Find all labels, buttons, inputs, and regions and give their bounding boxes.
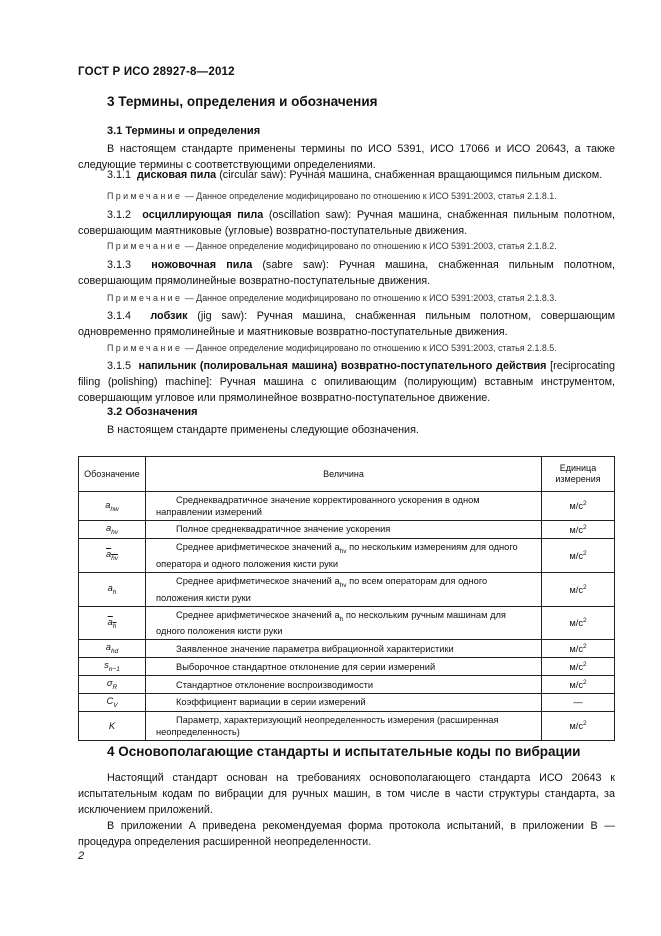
unit-text: м/с xyxy=(569,662,583,673)
unit-text: м/с xyxy=(569,524,583,535)
symbol-subscript: V xyxy=(113,701,118,709)
symbol-text: s xyxy=(104,660,109,671)
section-4-paragraph-1: Настоящий стандарт основан на требованиях основополагающего стандарта ИСО 20643 к испытательным кодам по вибрации для ручных машин, в том числе в части структуры стандарта, за исключением приложений. xyxy=(78,772,615,816)
quantity-cell xyxy=(146,640,542,658)
subsection-3-1-title: 3.1 Термины и определения xyxy=(107,125,261,137)
unit-cell xyxy=(542,694,615,712)
table-row xyxy=(79,640,615,658)
symbol-text: a xyxy=(107,582,113,593)
unit-text: м/с xyxy=(569,618,583,629)
symbol-subscript: hv xyxy=(111,528,119,536)
unit-exponent: 2 xyxy=(583,549,587,557)
note-3-1-1: Примечание — Данное определение модифицировано по отношению к ИСО 5391:2003, статья 2.1.8.1. xyxy=(107,191,557,201)
quantity-text: Параметр, характеризующий неопределенность измерения (расширенная неопределенность) xyxy=(156,714,499,737)
table-row xyxy=(79,676,615,694)
unit-cell xyxy=(542,676,615,694)
quantity-cell xyxy=(146,606,542,640)
quantity-cell xyxy=(146,572,542,606)
symbol-cell xyxy=(79,676,146,694)
term-3-1-5: 3.1.5 напильник (полировальная машина) возвратно-поступательного действия [reciprocating filing (polishing) machine]: Ручная машина с опиливающим (полирующим) вставным инструментом, совершающим угловое или прямолинейное возвратно-поступательное движение. xyxy=(78,360,615,404)
unit-text: м/с xyxy=(569,680,583,691)
symbol-cell xyxy=(79,572,146,606)
document-header: ГОСТ Р ИСО 28927-8—2012 xyxy=(78,66,235,78)
symbol-text: a xyxy=(105,499,111,510)
symbol-cell xyxy=(79,658,146,676)
quantity-subscript: hv xyxy=(339,547,347,555)
note-3-1-2: Примечание — Данное определение модифицировано по отношению к ИСО 5391:2003, статья 2.1.8.2. xyxy=(107,241,557,251)
symbol-cell xyxy=(79,492,146,521)
unit-text: — xyxy=(573,697,583,708)
unit-cell xyxy=(542,658,615,676)
section-3-intro: В настоящем стандарте применены термины по ИСО 5391, ИСО 17066 и ИСО 20643, а также следующие термины с соответствующими определениями. xyxy=(78,143,615,171)
symbol-cell xyxy=(79,521,146,539)
unit-cell xyxy=(542,640,615,658)
quantity-cell xyxy=(146,694,542,712)
symbol-subscript: hv xyxy=(111,554,119,562)
unit-cell xyxy=(542,521,615,539)
term-3-1-2: 3.1.2 осциллирующая пила (oscillation saw): Ручная машина, снабженная пильным полотном, совершающим маятниковые (угловые) возвратно-поступательные движения. xyxy=(78,209,615,237)
quantity-text: Выборочное стандартное отклонение для серии измерений xyxy=(176,661,436,672)
symbol-subscript: R xyxy=(112,684,118,692)
header-quantity: Величина xyxy=(146,457,542,492)
term-3-1-3: 3.1.3 ножовочная пила (sabre saw): Ручная машина, снабженная пильным полотном, совершающим прямолинейные возвратно-поступательные движения. xyxy=(78,259,615,287)
table-row xyxy=(79,521,615,539)
symbol-subscript: hw xyxy=(110,505,119,513)
table-row xyxy=(79,492,615,521)
table-row xyxy=(79,538,615,572)
table-header-row xyxy=(79,457,615,492)
quantity-cell xyxy=(146,711,542,740)
symbol-text: $\overline{a}$ xyxy=(105,548,112,559)
quantity-cell xyxy=(146,492,542,521)
section-4-paragraph-2: В приложении А приведена рекомендуемая форма протокола испытаний, в приложении В — процедура определения расширенной неопределенности. xyxy=(78,820,615,848)
table-row xyxy=(79,658,615,676)
quantity-cell xyxy=(146,676,542,694)
symbol-cell xyxy=(79,606,146,640)
unit-cell xyxy=(542,572,615,606)
unit-cell xyxy=(542,711,615,740)
symbol-cell xyxy=(79,711,146,740)
unit-exponent: 2 xyxy=(583,583,587,591)
section-3-2-intro: В настоящем стандарте применены следующие обозначения. xyxy=(107,424,419,436)
unit-exponent: 2 xyxy=(583,617,587,625)
symbol-text: C xyxy=(106,696,114,707)
unit-text: м/с xyxy=(569,550,583,561)
quantity-cell xyxy=(146,538,542,572)
unit-exponent: 2 xyxy=(583,679,587,687)
unit-exponent: 2 xyxy=(583,500,587,508)
term-3-1-4: 3.1.4 лобзик (jig saw): Ручная машина, снабженная пильным полотном, совершающим одновременно прямолинейные и маятниковые возвратно-поступательные движения. xyxy=(78,310,615,338)
symbol-subscript: h xyxy=(112,622,117,630)
symbol-text: K xyxy=(108,720,116,731)
unit-cell xyxy=(542,606,615,640)
unit-text: м/с xyxy=(569,584,583,595)
symbol-text: σ xyxy=(106,678,113,689)
unit-exponent: 2 xyxy=(583,643,587,651)
quantity-text-continued: по нескольким ручным машинам для одного положения кисти руки xyxy=(156,609,506,637)
quantity-text-continued: по нескольким измерениям для одного оператора и одного положения кисти руки xyxy=(156,541,518,569)
quantity-subscript: hv xyxy=(339,581,347,589)
quantity-text: Стандартное отклонение воспроизводимости xyxy=(176,679,374,690)
unit-cell xyxy=(542,538,615,572)
table-row xyxy=(79,572,615,606)
quantity-text: Заявленное значение параметра вибрационной характеристики xyxy=(176,643,454,654)
subsection-3-2-title: 3.2 Обозначения xyxy=(107,406,198,418)
table-row xyxy=(79,711,615,740)
unit-exponent: 2 xyxy=(583,661,587,669)
quantity-text: Среднее арифметическое значений a xyxy=(176,575,340,586)
symbol-text: a xyxy=(105,642,111,653)
unit-exponent: 2 xyxy=(583,720,587,728)
section-3-title: 3 Термины, определения и обозначения xyxy=(107,94,378,109)
unit-exponent: 2 xyxy=(583,523,587,531)
symbol-cell xyxy=(79,538,146,572)
table-row xyxy=(79,606,615,640)
header-unit: Единица измерения xyxy=(542,457,615,492)
quantity-text: Среднеквадратичное значение корректированного ускорения в одном направлении измерений xyxy=(156,495,480,517)
quantity-text: Коэффициент вариации в серии измерений xyxy=(176,697,366,708)
symbol-cell xyxy=(79,694,146,712)
quantity-cell xyxy=(146,658,542,676)
symbol-text: a xyxy=(105,523,112,533)
header-symbol: Обозначение xyxy=(79,457,146,492)
unit-cell xyxy=(542,492,615,521)
unit-text: м/с xyxy=(569,501,583,512)
unit-text: м/с xyxy=(569,644,583,655)
note-3-1-3: Примечание — Данное определение модифицировано по отношению к ИСО 5391:2003, статья 2.1.8.3. xyxy=(107,293,557,303)
symbol-cell xyxy=(79,640,146,658)
quantity-cell xyxy=(146,521,542,539)
quantity-text: Среднее арифметическое значений a xyxy=(176,541,340,552)
symbol-text: $\overline{a}$ xyxy=(107,616,113,627)
table-body xyxy=(79,492,615,741)
symbol-subscript: hd xyxy=(110,648,119,656)
quantity-subscript: h xyxy=(339,615,344,623)
note-3-1-4: Примечание — Данное определение модифицировано по отношению к ИСО 5391:2003, статья 2.1.8.5. xyxy=(107,343,557,353)
quantity-text: Полное среднеквадратичное значение ускорения xyxy=(176,524,391,535)
symbol-subscript: h xyxy=(112,588,117,596)
symbol-subscript: n−1 xyxy=(108,666,120,674)
quantity-text: Среднее арифметическое значений a xyxy=(176,609,340,620)
term-3-1-1: 3.1.1 дисковая пила (circular saw): Ручная машина, снабженная вращающимся пильным диском. xyxy=(107,169,603,181)
section-4-title: 4 Основополагающие стандарты и испытательные коды по вибрации xyxy=(107,744,581,759)
unit-text: м/с xyxy=(569,721,583,732)
quantity-text-continued: по всем операторам для одного положения кисти руки xyxy=(156,575,488,603)
symbols-table xyxy=(78,456,615,741)
table-row xyxy=(79,694,615,712)
page-number: 2 xyxy=(78,850,85,862)
